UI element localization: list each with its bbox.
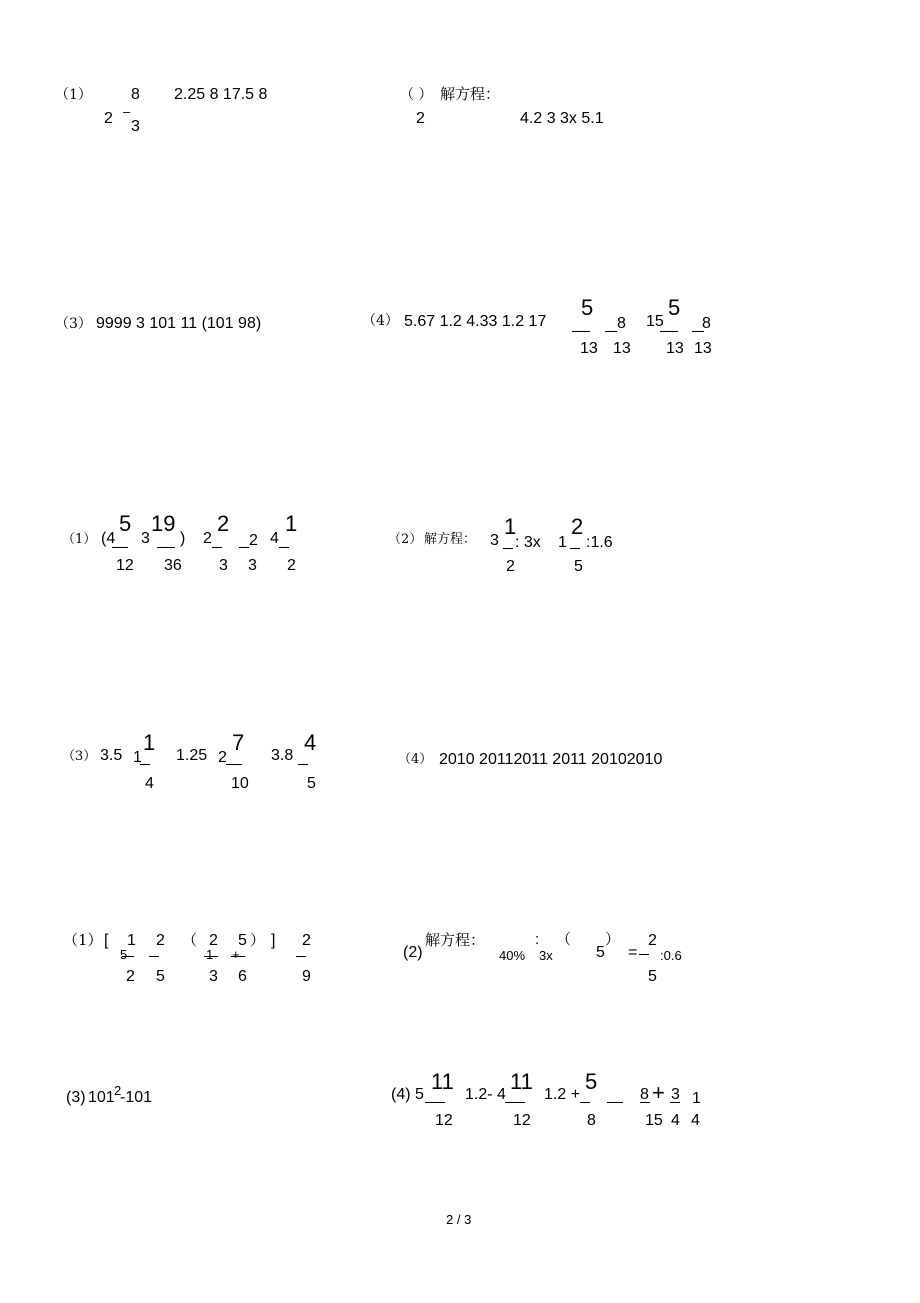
fraction-bar: [607, 1102, 623, 1103]
whole-part: 2: [104, 110, 113, 127]
expression-part: 2: [416, 110, 425, 127]
denominator: 6: [238, 968, 247, 985]
small-mark: 1: [206, 947, 214, 962]
fraction-bar: –: [123, 104, 131, 119]
fraction-bar: [140, 764, 150, 765]
fraction-bar: [226, 764, 242, 765]
denominator: 13: [694, 340, 712, 357]
expression-part: : 3x: [515, 534, 541, 551]
denominator: 3: [131, 118, 140, 135]
denominator: 12: [116, 557, 134, 574]
fraction-bar: [640, 1102, 650, 1103]
whole-part: 3: [490, 532, 499, 549]
expression: 5.67 1.2 4.33 1.2 17: [404, 313, 547, 330]
denominator: 2: [506, 558, 515, 575]
problem-number: (4): [391, 1086, 411, 1103]
fraction-bar: [692, 331, 704, 332]
fraction-bar: [639, 954, 649, 955]
fraction-bar: [572, 331, 590, 332]
expression-part: :0.6: [660, 948, 682, 963]
problem-number: （2）: [388, 532, 423, 547]
denominator: 5: [574, 558, 583, 575]
fraction-bar: [239, 547, 249, 548]
expression-part: (4: [101, 530, 116, 547]
numerator: 5: [668, 295, 681, 320]
problem-number: （4）: [362, 313, 399, 329]
fraction-bar: [296, 956, 306, 957]
denominator: 13: [613, 340, 631, 357]
instruction-label: 解方程：: [425, 931, 486, 949]
numerator: 8: [617, 315, 626, 332]
numerator: 1: [127, 932, 136, 949]
whole-part: 2: [203, 530, 212, 547]
expression: 9999 3 101 11 (101 98): [96, 315, 262, 332]
fraction-bar: [279, 547, 289, 548]
problem-number: （1）: [55, 87, 92, 103]
problem-number: （3）: [62, 749, 97, 764]
problem-number: (3): [66, 1089, 86, 1106]
denominator: 2: [287, 557, 296, 574]
fraction-bar: [570, 548, 580, 549]
fraction-bar: [425, 1102, 445, 1103]
fraction-bar: [112, 547, 128, 548]
fraction-bar: [670, 1102, 680, 1103]
problem-number: （ ）: [400, 87, 433, 103]
expression-part: 1.2- 4: [465, 1086, 506, 1103]
fraction-bar: [580, 1102, 590, 1103]
small-mark: +: [232, 947, 240, 962]
denominator: 13: [580, 340, 598, 357]
numerator: 2: [571, 514, 584, 539]
problem-number: （1）: [63, 931, 103, 949]
problem-number: (2): [403, 944, 423, 961]
denominator: 10: [231, 775, 249, 792]
whole-part: 2: [218, 749, 227, 766]
numerator: 2: [217, 511, 230, 536]
whole-part: 5: [415, 1086, 424, 1103]
denominator: 2: [126, 968, 135, 985]
numerator: 8: [640, 1086, 649, 1103]
small-mark: 5: [120, 947, 128, 962]
whole-part: 1: [133, 749, 142, 766]
fraction-bar: [212, 547, 222, 548]
numerator: 5: [238, 932, 247, 949]
fraction-bar: [157, 547, 175, 548]
fraction-bar: [204, 956, 218, 957]
denominator: 4: [671, 1112, 680, 1129]
denominator: 5: [156, 968, 165, 985]
denominator: 5: [307, 775, 316, 792]
equation: 4.2 3 3x 5.1: [520, 110, 604, 127]
numerator: 5: [581, 295, 594, 320]
numerator: 4: [304, 730, 317, 755]
problem-number: （1）: [62, 532, 97, 547]
numerator: 7: [232, 730, 245, 755]
denominator: 3: [209, 968, 218, 985]
expression-part: :1.6: [586, 534, 613, 551]
exponent: 2: [114, 1083, 122, 1098]
bracket-close: ]: [271, 932, 276, 949]
numerator: 1: [285, 511, 298, 536]
expression-part: -101: [120, 1089, 153, 1106]
denominator: 12: [513, 1112, 531, 1129]
numerator: 2: [249, 532, 258, 549]
numerator: 5: [585, 1069, 598, 1094]
numerator: 19: [151, 511, 176, 536]
paren-close: ）: [250, 931, 266, 949]
expression-part: 1.2 +: [544, 1086, 581, 1103]
expression: 2.25 8 17.5 8: [174, 86, 268, 103]
denominator: 3: [248, 557, 257, 574]
whole-part: 4: [270, 530, 279, 547]
equals: =: [628, 944, 638, 961]
denominator: 36: [164, 557, 182, 574]
denominator: 8: [587, 1112, 596, 1129]
fraction-bar: [231, 956, 245, 957]
expression-base: 101: [88, 1089, 115, 1106]
numerator: 8: [131, 86, 140, 103]
paren-close: ): [180, 530, 186, 547]
fraction-bar: [505, 1102, 525, 1103]
paren-open: （: [556, 930, 572, 948]
whole-part: 3: [141, 530, 150, 547]
denominator: 15: [645, 1112, 663, 1129]
denominator: 9: [302, 968, 311, 985]
whole-part: 1: [558, 534, 567, 551]
numerator: 2: [156, 932, 165, 949]
numerator: 2: [209, 932, 218, 949]
numerator: 5: [119, 511, 132, 536]
expression-part: 40%: [499, 948, 526, 963]
denominator: 13: [666, 340, 684, 357]
numerator: 8: [702, 315, 711, 332]
expression: 2010 20112011 2011 20102010: [439, 751, 663, 768]
expression-part: 3.8: [271, 747, 294, 764]
numerator: 11: [510, 1069, 533, 1094]
problem-number: （3）: [55, 316, 92, 332]
expression-part: 3.5: [100, 747, 123, 764]
expression-part: 5: [596, 944, 605, 961]
numerator: 2: [302, 932, 311, 949]
problem-number: （4）: [398, 752, 433, 767]
paren-open: （: [182, 931, 198, 949]
fraction-bar: [503, 548, 513, 549]
denominator: 5: [648, 968, 657, 985]
fraction-bar: [298, 764, 308, 765]
whole-part: 15: [646, 313, 664, 330]
plus-sign: +: [652, 1080, 665, 1105]
expression-part: 3x: [539, 948, 553, 963]
denominator: 4: [691, 1112, 700, 1129]
instruction-label: 解方程：: [440, 85, 501, 103]
denominator: 3: [219, 557, 228, 574]
numerator: 2: [648, 932, 657, 949]
numerator: 1: [692, 1090, 701, 1107]
numerator: 3: [671, 1086, 680, 1103]
fraction-bar: [122, 956, 134, 957]
numerator: 1: [143, 730, 156, 755]
paren-close: ）: [605, 930, 621, 948]
numerator: 1: [504, 514, 517, 539]
bracket-open: [: [104, 932, 109, 949]
page-number: 2 / 3: [446, 1212, 472, 1227]
fraction-bar: [605, 331, 617, 332]
fraction-bar: [660, 331, 678, 332]
instruction-label: 解方程：: [424, 532, 477, 547]
fraction-bar: [149, 956, 159, 957]
denominator: 4: [145, 775, 154, 792]
denominator: 12: [435, 1112, 453, 1129]
expression-part: 1.25: [176, 747, 208, 764]
numerator: 11: [431, 1069, 454, 1094]
colon: :: [535, 931, 540, 948]
